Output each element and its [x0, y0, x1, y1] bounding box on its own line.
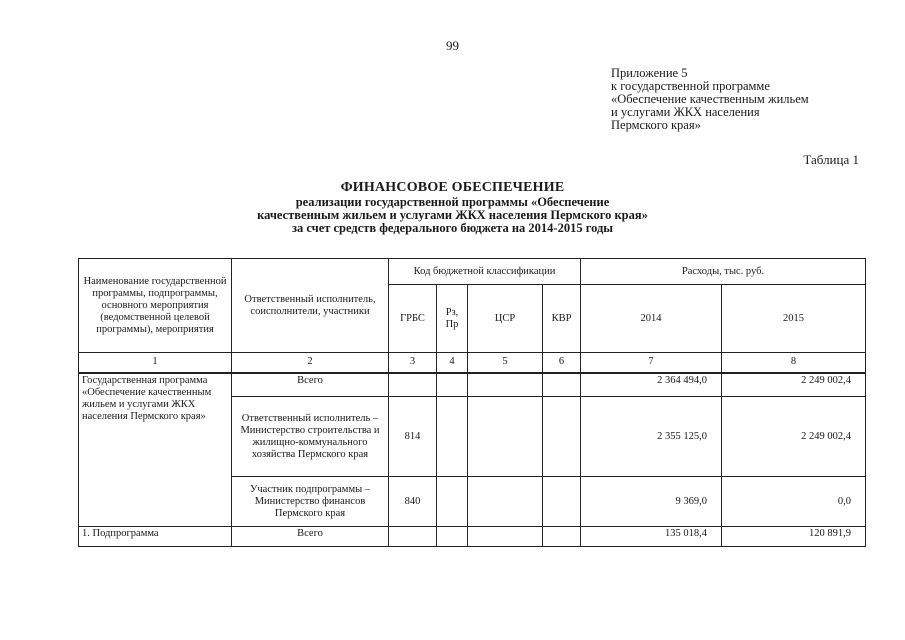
subheading-line: качественным жильем и услугами ЖКХ населения Пермского края»: [257, 208, 648, 222]
table-label: Таблица 1: [803, 152, 859, 167]
grbs-cell: [389, 527, 437, 547]
appendix-line: и услугами ЖКХ населения: [611, 105, 760, 119]
table-row: [79, 373, 866, 397]
rz-pr-cell: [437, 373, 468, 397]
kvr-cell: [543, 527, 581, 547]
header-kvr: КВР: [543, 285, 581, 353]
responsible-cell: Участник подпрограммы – Министерство финансов Пермского края: [232, 477, 389, 527]
responsible-cell: Всего: [232, 527, 389, 547]
csr-cell: [468, 477, 543, 527]
column-number: 2: [232, 353, 389, 373]
column-number: 6: [543, 353, 581, 373]
amount-2015-cell: 2 249 002,4: [722, 373, 866, 397]
kvr-cell: [543, 373, 581, 397]
grbs-cell: [389, 373, 437, 397]
csr-cell: [468, 527, 543, 547]
header-2015: 2015: [722, 285, 866, 353]
appendix-line: Приложение 5: [611, 66, 688, 80]
header-name: Наименование государственной программы, подпрограммы, основного мероприятия (ведомственной целевой программы), мероприятия: [79, 259, 232, 353]
document-subheading: [0, 196, 905, 235]
responsible-cell: Всего: [232, 373, 389, 397]
column-number: 4: [437, 353, 468, 373]
column-number: 7: [581, 353, 722, 373]
rz-pr-cell: [437, 397, 468, 477]
responsible-cell: Ответственный исполнитель – Министерство строительства и жилищно-коммунального хозяйства Пермского края: [232, 397, 389, 477]
header-rz-pr: Рз, Пр: [437, 285, 468, 353]
column-number: 3: [389, 353, 437, 373]
subheading-line: за счет средств федерального бюджета на 2014-2015 годы: [291, 221, 614, 235]
appendix-line: Пермского края»: [611, 118, 701, 132]
table-row: [79, 527, 866, 547]
header-2014: 2014: [581, 285, 722, 353]
appendix-note: [611, 67, 809, 132]
amount-2014-cell: 2 364 494,0: [581, 373, 722, 397]
grbs-cell: 814: [389, 397, 437, 477]
amount-2014-cell: 2 355 125,0: [581, 397, 722, 477]
grbs-cell: 840: [389, 477, 437, 527]
rz-pr-cell: [437, 527, 468, 547]
header-budget-code: Код бюджетной классификации: [389, 259, 581, 285]
rz-pr-cell: [437, 477, 468, 527]
amount-2015-cell: 120 891,9: [722, 527, 866, 547]
page-number: 99: [446, 38, 459, 53]
column-number: 5: [468, 353, 543, 373]
kvr-cell: [543, 477, 581, 527]
financing-table: [78, 258, 866, 547]
appendix-line: «Обеспечение качественным жильем: [611, 92, 809, 106]
amount-2015-cell: 0,0: [722, 477, 866, 527]
amount-2014-cell: 9 369,0: [581, 477, 722, 527]
subheading-line: реализации государственной программы «Обеспечение: [295, 195, 610, 209]
amount-2015-cell: 2 249 002,4: [722, 397, 866, 477]
csr-cell: [468, 397, 543, 477]
column-number: 1: [79, 353, 232, 373]
document-heading: ФИНАНСОВОЕ ОБЕСПЕЧЕНИЕ: [340, 180, 565, 195]
kvr-cell: [543, 397, 581, 477]
header-grbs: ГРБС: [389, 285, 437, 353]
header-csr: ЦСР: [468, 285, 543, 353]
header-expenses: Расходы, тыс. руб.: [581, 259, 866, 285]
csr-cell: [468, 373, 543, 397]
header-responsible: Ответственный исполнитель, соисполнители, участники: [232, 259, 389, 353]
appendix-line: к государственной программе: [611, 79, 770, 93]
column-number: 8: [722, 353, 866, 373]
subprogram-name: 1. Подпрограмма: [79, 527, 232, 547]
amount-2014-cell: 135 018,4: [581, 527, 722, 547]
program-name: Государственная программа «Обеспечение качественным жильем и услугами ЖКХ населения Пермского края»: [79, 373, 232, 527]
